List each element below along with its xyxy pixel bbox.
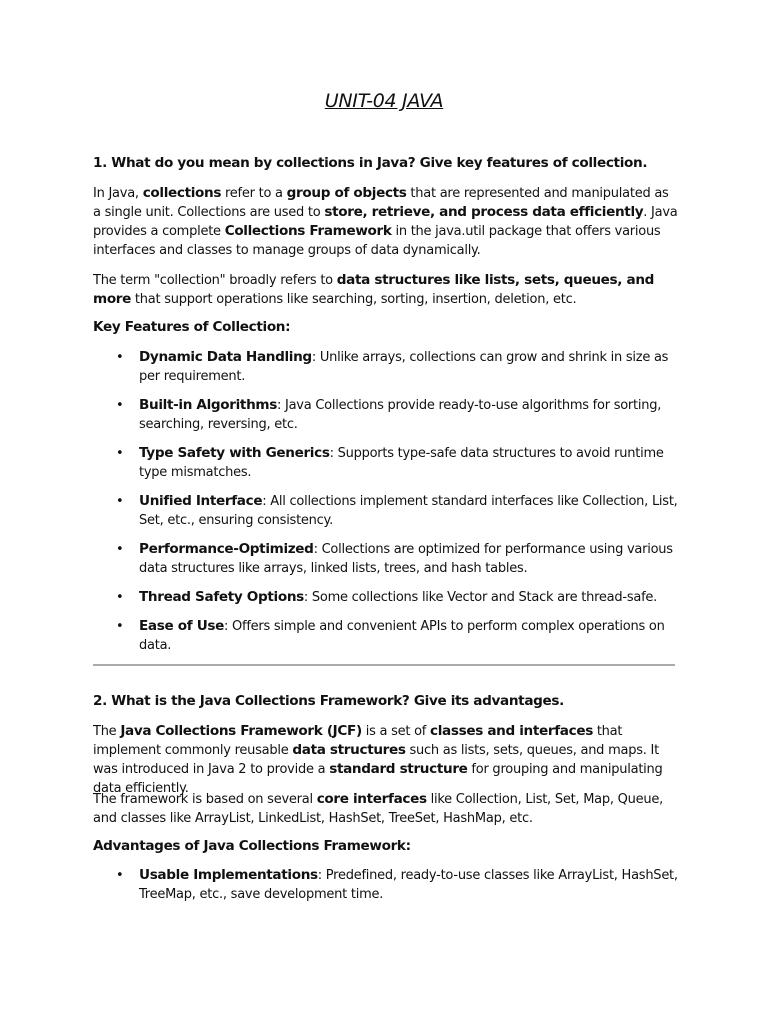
feature-desc: : Unlike arrays, collections can grow and shrink in size as per requirement. — [139, 350, 669, 384]
bold-run: group of objects — [286, 185, 407, 201]
section-divider — [93, 664, 675, 666]
feature-term: Thread Safety Options — [139, 589, 304, 605]
feature-desc: : Offers simple and convenient APIs to perform complex operations on data. — [139, 619, 665, 653]
list-item — [93, 444, 678, 482]
bold-run: Java Collections Framework (JCF) — [120, 723, 362, 739]
text-run: The term "collection" broadly refers to — [93, 273, 337, 288]
text-run: The framework is based on several — [93, 792, 317, 807]
bold-run: Collections Framework — [224, 223, 392, 239]
bullet-icon: • — [116, 494, 124, 509]
list-item — [93, 540, 678, 578]
bold-run: standard structure — [329, 761, 468, 777]
text-run: such as lists, sets, queues, and maps. It was introduced in Java 2 to provide a — [93, 743, 659, 777]
advantage-desc: : Predefined, ready-to-use classes like ArrayList, HashSet, TreeMap, etc., save development time. — [139, 868, 678, 902]
text-run: that support operations like searching, sorting, insertion, deletion, etc. — [131, 292, 577, 307]
advantages-heading: Advantages of Java Collections Framework: — [93, 838, 411, 854]
bold-run: classes and interfaces — [430, 723, 593, 739]
question-2-heading: 2. What is the Java Collections Framework? Give its advantages. — [93, 693, 564, 709]
bold-run: core interfaces — [316, 791, 427, 807]
q2-paragraph-1 — [93, 722, 678, 798]
text-run: for grouping and manipulating data efficiently. — [93, 762, 663, 796]
list-item — [93, 866, 678, 904]
text-run: In Java, — [93, 186, 143, 201]
list-item — [93, 617, 678, 655]
text-run: in the java.util package that offers various interfaces and classes to manage groups of data dynamically. — [93, 224, 661, 258]
text-run: that are represented and manipulated as a single unit. Collections are used to — [93, 186, 669, 220]
feature-term: Built-in Algorithms — [139, 397, 277, 413]
bullet-icon: • — [116, 350, 124, 365]
text-run: that implement commonly reusable — [93, 724, 623, 758]
key-features-list — [93, 348, 678, 655]
text-run: The — [93, 724, 121, 739]
feature-term: Performance-Optimized — [139, 541, 314, 557]
bullet-icon: • — [116, 542, 124, 557]
bullet-icon: • — [116, 619, 124, 634]
list-item — [93, 492, 678, 530]
page-title: UNIT-04 JAVA — [324, 90, 444, 112]
q2-paragraph-2 — [93, 790, 678, 828]
text-run: is a set of — [361, 724, 430, 739]
bullet-icon: • — [116, 868, 124, 883]
feature-desc: : All collections implement standard interfaces like Collection, List, Set, etc., ensuring consistency. — [139, 494, 678, 528]
feature-term: Unified Interface — [139, 493, 263, 509]
list-item — [93, 588, 678, 607]
feature-desc: : Supports type-safe data structures to avoid runtime type mismatches. — [139, 446, 664, 480]
question-1-heading: 1. What do you mean by collections in Java? Give key features of collection. — [93, 155, 648, 171]
advantage-term: Usable Implementations — [139, 867, 318, 883]
bullet-icon: • — [116, 446, 124, 461]
feature-desc: : Some collections like Vector and Stack are thread-safe. — [303, 590, 658, 605]
feature-desc: : Collections are optimized for performance using various data structures like arrays, linked lists, trees, and hash tables. — [139, 542, 673, 576]
feature-desc: : Java Collections provide ready-to-use algorithms for sorting, searching, reversing, etc. — [139, 398, 662, 432]
bold-run: data structures — [292, 742, 406, 758]
text-run: . Java provides a complete — [93, 205, 678, 239]
q1-paragraph-2 — [93, 271, 678, 309]
q1-paragraph-1 — [93, 184, 678, 260]
feature-term: Type Safety with Generics — [139, 445, 330, 461]
list-item — [93, 348, 678, 386]
advantages-list — [93, 866, 678, 904]
bold-run: store, retrieve, and process data efficiently — [324, 204, 644, 220]
list-item — [93, 396, 678, 434]
feature-term: Dynamic Data Handling — [139, 349, 312, 365]
text-run: refer to a — [221, 186, 287, 201]
text-run: like Collection, List, Set, Map, Queue, and classes like ArrayList, LinkedList, HashSet, TreeSet, HashMap, etc. — [93, 792, 663, 826]
bullet-icon: • — [116, 590, 124, 605]
feature-term: Ease of Use — [139, 618, 224, 634]
bold-run: data structures like lists, sets, queues, and more — [93, 272, 655, 307]
key-features-heading: Key Features of Collection: — [93, 319, 291, 335]
bullet-icon: • — [116, 398, 124, 413]
bold-run: collections — [142, 185, 222, 201]
